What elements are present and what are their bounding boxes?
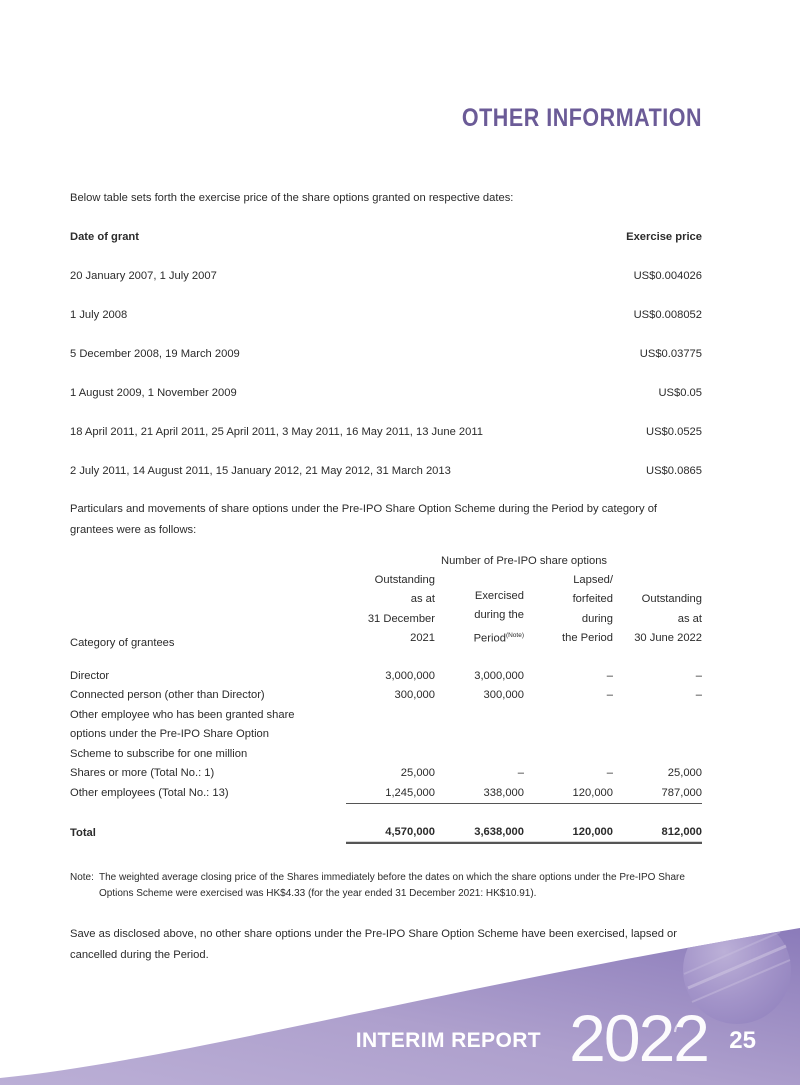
- date-of-grant-header: Date of grant: [70, 231, 139, 243]
- header-line: forfeited: [572, 593, 613, 606]
- header-line: 31 December: [367, 612, 435, 625]
- grant-date: 1 July 2008: [70, 309, 128, 321]
- intro-paragraph: Below table sets forth the exercise price of the share options granted on respective dates:: [70, 192, 514, 204]
- total-row: [70, 822, 702, 843]
- row-value: 120,000: [572, 786, 613, 799]
- header-line: 2021: [410, 632, 435, 645]
- exercise-price-row: [70, 424, 702, 440]
- grant-price: US$0.004026: [633, 270, 702, 282]
- exercise-price-header-row: [70, 229, 702, 245]
- row-label-cont: options under the Pre-IPO Share Option: [70, 728, 270, 741]
- grant-price: US$0.008052: [633, 309, 702, 321]
- exercise-price-row: [70, 346, 702, 362]
- row-label-cont: Shares or more (Total No.: 1): [70, 767, 215, 780]
- header-line: 30 June 2022: [634, 632, 702, 645]
- row-value: –: [517, 767, 524, 780]
- total-value: 812,000: [613, 822, 702, 843]
- table-row-continuation: [70, 725, 702, 745]
- row-value: –: [606, 689, 613, 702]
- row-value: 787,000: [661, 786, 702, 799]
- column-header-outstanding-2021: [346, 567, 435, 649]
- row-value: –: [606, 767, 613, 780]
- header-line: during the: [474, 609, 524, 621]
- row-value: 3,000,000: [385, 669, 435, 682]
- exercise-price-row: [70, 463, 702, 479]
- row-label: Other employee who has been granted share: [70, 708, 295, 721]
- note-label: Note:: [70, 872, 94, 883]
- row-label: Other employees (Total No.: 13): [70, 787, 229, 800]
- row-value: 300,000: [483, 689, 524, 702]
- column-header-lapsed-forfeited: [524, 567, 613, 649]
- row-value: 25,000: [667, 767, 702, 780]
- group-header: Number of Pre-IPO share options: [440, 555, 608, 567]
- page-title: OTHER INFORMATION: [461, 104, 702, 132]
- row-value: –: [695, 669, 702, 682]
- grant-date: 1 August 2009, 1 November 2009: [70, 387, 237, 399]
- grant-price: US$0.05: [658, 387, 702, 399]
- header-line: Period: [473, 632, 506, 645]
- row-value: 3,000,000: [474, 669, 524, 682]
- row-value: 1,245,000: [385, 786, 435, 799]
- pre-ipo-options-table: [70, 555, 702, 844]
- header-line: Outstanding: [641, 593, 702, 606]
- column-header-exercised: [435, 567, 524, 649]
- row-label-cont: Scheme to subscribe for one million: [70, 747, 248, 760]
- row-value: –: [606, 669, 613, 682]
- grant-price: US$0.0525: [646, 426, 702, 438]
- grant-date: 20 January 2007, 1 July 2007: [70, 270, 217, 282]
- total-value: 4,570,000: [346, 822, 435, 843]
- interim-report-label: INTERIM REPORT: [355, 1029, 541, 1052]
- grant-price: US$0.03775: [639, 348, 702, 360]
- row-value: 300,000: [394, 689, 435, 702]
- header-line: as at: [410, 593, 435, 606]
- header-line: during: [581, 612, 613, 625]
- table-note: [70, 870, 702, 902]
- header-line: the Period: [562, 632, 613, 645]
- table-row: [70, 706, 702, 726]
- exercise-price-header: Exercise price: [626, 231, 702, 243]
- spacer-row: [70, 649, 702, 667]
- table-row: [70, 784, 702, 804]
- row-label: Director: [70, 669, 110, 682]
- exercise-price-row: [70, 268, 702, 284]
- row-value: 25,000: [400, 767, 435, 780]
- row-label: Connected person (other than Director): [70, 689, 265, 702]
- report-year: 2022: [569, 1001, 708, 1075]
- header-line: as at: [677, 612, 702, 625]
- exercise-price-row: [70, 385, 702, 401]
- row-value: 338,000: [483, 786, 524, 799]
- table-row-continuation: [70, 764, 702, 784]
- table-row-continuation: [70, 745, 702, 765]
- footer-band: [0, 910, 800, 1085]
- footer-text-group: [0, 1001, 800, 1075]
- grant-price: US$0.0865: [646, 465, 702, 477]
- column-header-outstanding-2022: [613, 567, 702, 649]
- note-superscript: (Note): [505, 631, 524, 639]
- table-row: [70, 686, 702, 706]
- row-value: –: [695, 689, 702, 702]
- column-header-row: [70, 567, 702, 649]
- grant-date: 18 April 2011, 21 April 2011, 25 April 2011, 3 May 2011, 16 May 2011, 13 June 2011: [70, 426, 483, 438]
- spacer-row: [70, 804, 702, 822]
- header-line: Exercised: [474, 589, 524, 602]
- total-value: 120,000: [524, 822, 613, 843]
- header-line: Lapsed/: [573, 573, 613, 586]
- exercise-price-row: [70, 307, 702, 323]
- particulars-paragraph: Particulars and movements of share options under the Pre-IPO Share Option Scheme during the Period by category of grantees were as follows:: [70, 503, 658, 536]
- closing-paragraph: Save as disclosed above, no other share options under the Pre-IPO Share Option Scheme have been exercised, lapsed or cancelled during the Period.: [70, 928, 677, 961]
- total-label: Total: [70, 826, 96, 839]
- page-number: 25: [729, 1027, 756, 1054]
- group-header-row: [70, 555, 702, 567]
- note-text: The weighted average closing price of the Shares immediately before the dates on which the share options under the Pre-IPO Share Options Scheme were exercised was HK$4.33 (for the year ended 31 December 2021: HK$10.91).: [99, 872, 685, 899]
- grant-date: 5 December 2008, 19 March 2009: [70, 348, 240, 360]
- total-value: 3,638,000: [435, 822, 524, 843]
- header-line: Outstanding: [374, 573, 435, 586]
- category-column-header: Category of grantees: [70, 636, 175, 649]
- table-row: [70, 667, 702, 687]
- grant-date: 2 July 2011, 14 August 2011, 15 January 2012, 21 May 2012, 31 March 2013: [70, 465, 451, 477]
